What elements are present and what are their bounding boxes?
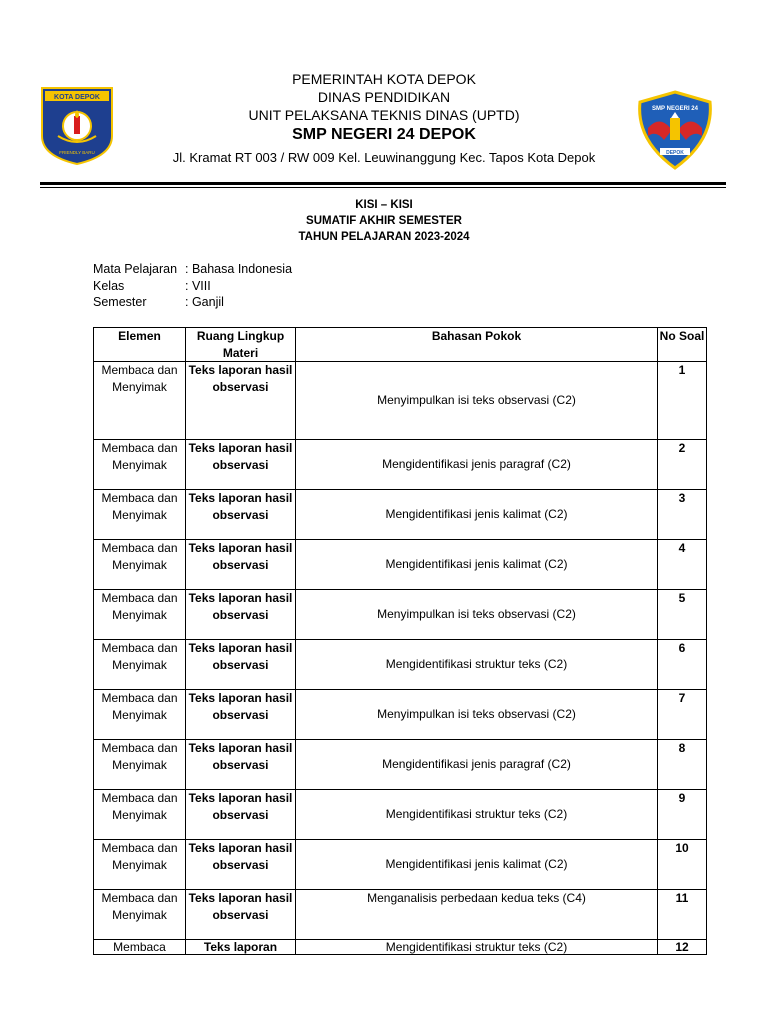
cell-bahasan-pokok: Mengidentifikasi jenis kalimat (C2) [296,540,658,590]
cell-ruang-lingkup: Teks laporan hasil observasi [186,490,296,540]
cell-bahasan-pokok: Mengidentifikasi jenis kalimat (C2) [296,490,658,540]
letterhead-line-government: PEMERINTAH KOTA DEPOK [292,71,476,87]
document-meta [93,262,292,312]
document-title [0,197,768,245]
cell-no-soal: 8 [658,740,707,790]
cell-ruang-lingkup: Teks laporan hasil observasi [186,690,296,740]
cell-elemen: Membaca dan Menyimak [94,440,186,490]
table-row [94,840,707,890]
cell-bahasan-pokok: Menyimpulkan isi teks observasi (C2) [296,362,658,440]
kota-depok-logo [40,86,114,166]
cell-elemen: Membaca dan Menyimak [94,890,186,940]
cell-no-soal: 4 [658,540,707,590]
header-ruang-lingkup: Ruang Lingkup Materi [186,328,296,362]
cell-bahasan-pokok: Menyimpulkan isi teks observasi (C2) [296,690,658,740]
cell-ruang-lingkup: Teks laporan hasil observasi [186,840,296,890]
cell-no-soal: 2 [658,440,707,490]
cell-bahasan-pokok: Menganalisis perbedaan kedua teks (C4) [296,890,658,940]
cell-bahasan-pokok: Mengidentifikasi struktur teks (C2) [296,790,658,840]
cell-ruang-lingkup: Teks laporan hasil observasi [186,890,296,940]
table-row [94,362,707,440]
logo-left-text: KOTA DEPOK [54,94,100,101]
cell-no-soal: 9 [658,790,707,840]
cell-ruang-lingkup: Teks laporan hasil observasi [186,362,296,440]
cell-bahasan-pokok: Mengidentifikasi struktur teks (C2) [385,940,568,954]
cell-elemen: Membaca dan Menyimak [94,490,186,540]
logo-right-bottom: DEPOK [666,150,684,156]
letterhead [120,70,648,167]
cell-no-soal: 7 [658,690,707,740]
cell-ruang-lingkup: Teks laporan hasil observasi [186,740,296,790]
table-row [94,640,707,690]
letterhead-divider-thick [40,182,726,185]
cell-bahasan-pokok: Mengidentifikasi jenis paragraf (C2) [296,740,658,790]
cell-no-soal: 3 [658,490,707,540]
cell-ruang-lingkup: Teks laporan hasil observasi [186,540,296,590]
kisi-table [93,327,707,955]
header-elemen: Elemen [94,328,186,362]
cell-elemen: Membaca dan Menyimak [94,790,186,840]
meta-semester [93,295,292,312]
title-academic-year: TAHUN PELAJARAN 2023-2024 [298,231,470,243]
meta-class [93,279,292,296]
cell-no-soal: 10 [658,840,707,890]
cell-ruang-lingkup: Teks laporan hasil observasi [186,440,296,490]
meta-class-label: Kelas [93,278,125,293]
cell-ruang-lingkup: Teks laporan [203,940,278,954]
meta-subject [93,262,292,279]
table-row [94,590,707,640]
letterhead-divider-thin [40,187,726,188]
table-row [94,690,707,740]
letterhead-address: Jl. Kramat RT 003 / RW 009 Kel. Leuwinanggung Kec. Tapos Kota Depok [172,150,596,165]
cell-bahasan-pokok: Mengidentifikasi struktur teks (C2) [296,640,658,690]
cell-elemen: Membaca dan Menyimak [94,362,186,440]
cell-no-soal: 11 [658,890,707,940]
cell-no-soal: 5 [658,590,707,640]
logo-right-text: SMP NEGERI 24 [652,106,698,112]
table-row [94,540,707,590]
logo-left-motto: FRIENDLY BARU [59,150,95,155]
table-row [94,490,707,540]
title-assessment: SUMATIF AKHIR SEMESTER [306,215,462,227]
meta-class-value: : VIII [185,278,211,293]
header-no-soal: No Soal [658,328,707,362]
cell-no-soal: 1 [658,362,707,440]
cell-no-soal: 6 [658,640,707,690]
meta-semester-label: Semester [93,295,147,309]
header-bahasan-pokok: Bahasan Pokok [296,328,658,362]
meta-subject-value: : Bahasa Indonesia [185,262,293,276]
table-row [94,440,707,490]
cell-elemen: Membaca dan Menyimak [94,840,186,890]
cell-ruang-lingkup: Teks laporan hasil observasi [186,590,296,640]
cell-bahasan-pokok: Mengidentifikasi jenis paragraf (C2) [296,440,658,490]
cell-ruang-lingkup: Teks laporan hasil observasi [186,640,296,690]
table-header-row [94,328,707,362]
letterhead-line-unit: UNIT PELAKSANA TEKNIS DINAS (UPTD) [248,107,520,123]
cell-elemen: Membaca dan Menyimak [94,540,186,590]
cell-ruang-lingkup: Teks laporan hasil observasi [186,790,296,840]
cell-elemen: Membaca dan Menyimak [94,740,186,790]
letterhead-school-name: SMP NEGERI 24 DEPOK [292,126,476,143]
cell-bahasan-pokok: Menyimpulkan isi teks observasi (C2) [296,590,658,640]
table-row [94,940,707,955]
letterhead-line-department: DINAS PENDIDIKAN [317,89,451,105]
cell-elemen: Membaca dan Menyimak [94,640,186,690]
cell-elemen: Membaca dan Menyimak [94,690,186,740]
title-kisi: KISI – KISI [355,199,413,211]
table-row [94,890,707,940]
meta-subject-label: Mata Pelajaran [93,262,178,276]
table-row [94,740,707,790]
cell-elemen: Membaca dan Menyimak [94,590,186,640]
cell-elemen: Membaca [113,940,166,954]
meta-semester-value: : Ganjil [185,295,224,309]
cell-no-soal: 12 [675,940,689,954]
table-row [94,790,707,840]
cell-bahasan-pokok: Mengidentifikasi jenis kalimat (C2) [296,840,658,890]
